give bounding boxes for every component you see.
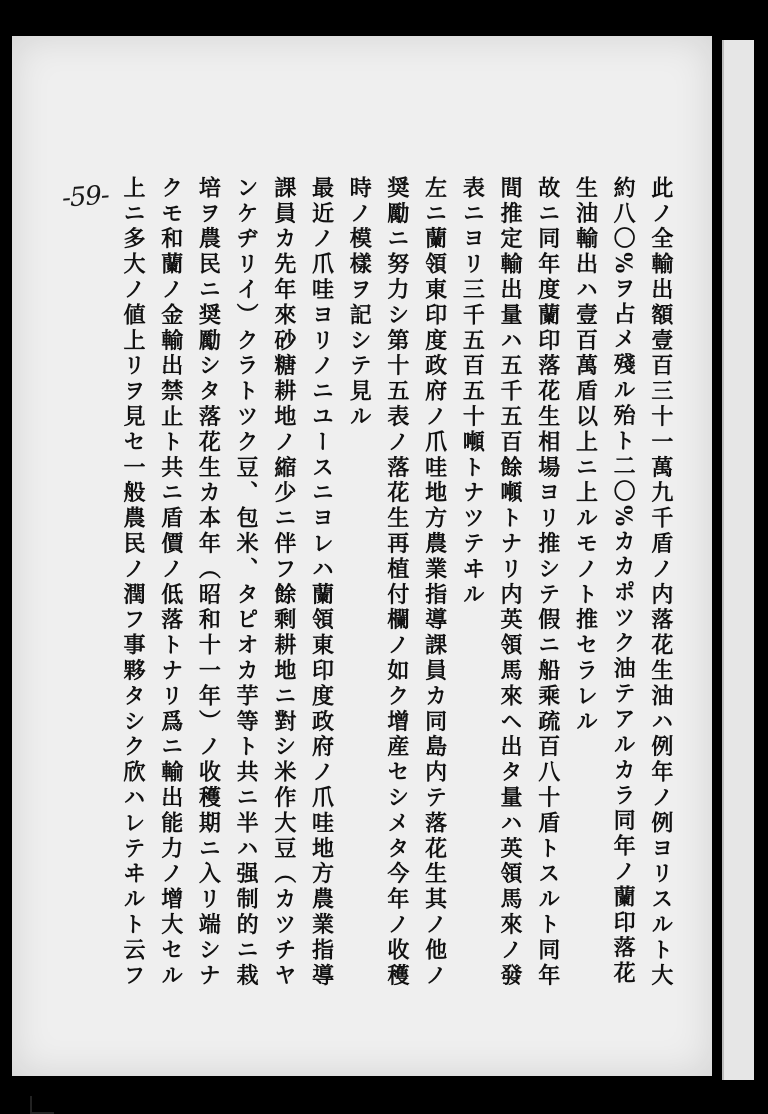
- text-column: 表ニヨリ三千五百五十噸トナツテヰル: [459, 176, 486, 608]
- page-number: -59-: [61, 180, 110, 214]
- text-column: 奨勵ニ努力シ第十五表ノ落花生再植付欄ノ如ク增産セシメタ今年ノ收穫: [383, 176, 410, 989]
- text-column: 課員カ先年來砂糖耕地ノ縮少ニ伴フ餘剩耕地ニ對シ米作大豆（カツチヤ: [270, 176, 297, 989]
- text-column: 最近ノ爪哇ヨリノニユースニヨレハ蘭領東印度政府ノ爪哇地方農業指導: [308, 176, 335, 989]
- document-page: [12, 36, 712, 1076]
- text-column: 時ノ模樣ヲ記シテ見ル: [346, 176, 373, 430]
- text-column: 左ニ蘭領東印度政府ノ爪哇地方農業指導課員カ同島内テ落花生其ノ他ノ: [421, 176, 448, 989]
- text-column: クモ和蘭ノ金輸出禁止ト共ニ盾價ノ低落トナリ爲ニ輸出能力ノ增大セル: [157, 176, 184, 989]
- text-column: 生油輸出ハ壹百萬盾以上ニ上ルモノト推セラレル: [572, 176, 599, 735]
- text-column: ンケヂリイ）クラトツク豆、包米、タピオカ芋等ト共ニ半ハ强制的ニ栽: [233, 176, 260, 989]
- text-column: 約八〇%ヲ占メ殘ル殆ト二〇%カカポツク油テアルカラ同年ノ蘭印落花: [610, 176, 637, 987]
- text-column: 間推定輸出量ハ五千五百餘噸トナリ内英領馬來ヘ出タ量ハ英領馬來ノ發: [497, 176, 524, 989]
- text-column: 此ノ全輸出額壹百三十一萬九千盾ノ内落花生油ハ例年ノ例ヨリスルト大: [647, 176, 674, 989]
- text-column: 上ニ多大ノ値上リヲ見セ一般農民ノ潤フ事夥タシク欣ハレテヰルト云フ: [120, 176, 146, 989]
- vertical-text-body: [117, 176, 677, 1056]
- adjacent-page-edge: [722, 40, 754, 1080]
- text-column: 培ヲ農民ニ奨勵シタ落花生カ本年（昭和十一年）ノ收穫期ニ入リ端シナ: [195, 176, 222, 989]
- corner-mark: [30, 1096, 54, 1114]
- text-column: 故ニ同年度蘭印落花生相場ヨリ推シテ假ニ船乘疏百八十盾トスルト同年: [534, 176, 561, 989]
